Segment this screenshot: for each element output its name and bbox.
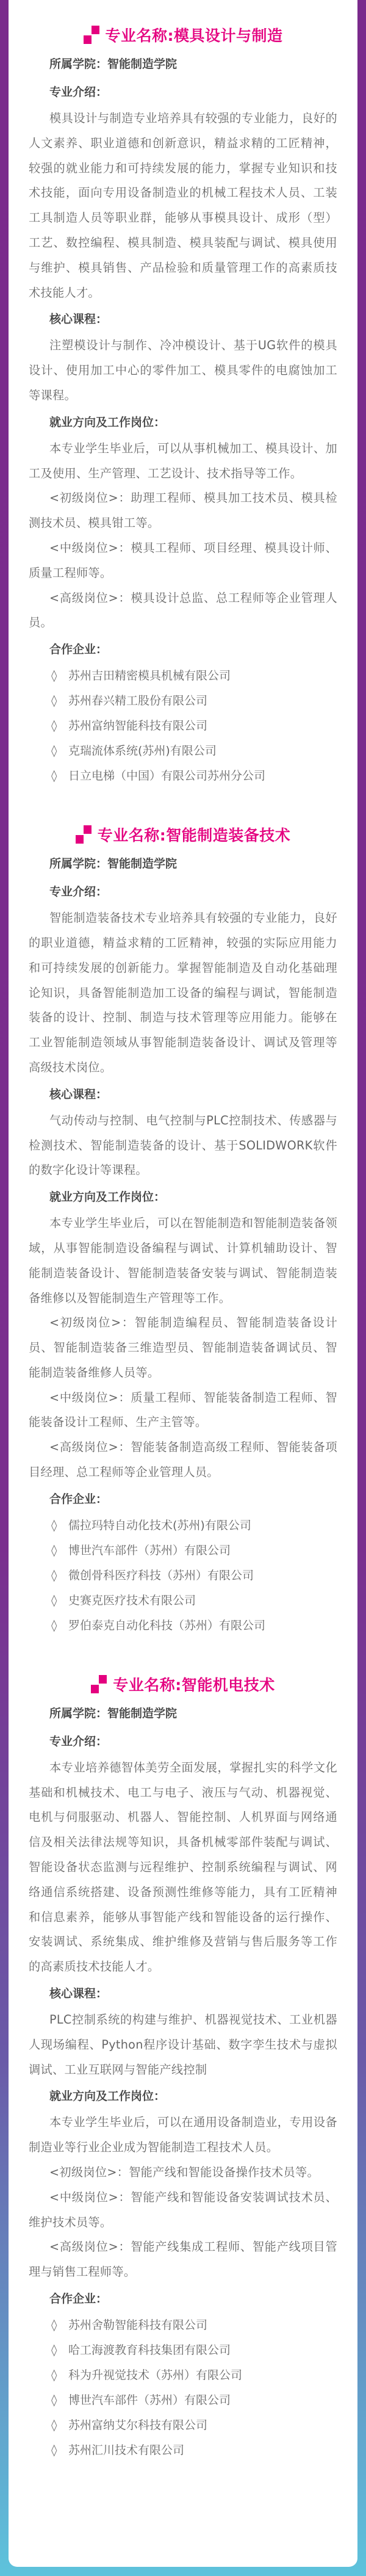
major-title — [29, 820, 337, 848]
job-paragraph: <高级岗位>：智能装备制造高级工程师、智能装备项目经理、总工程师等企业管理人员。 — [29, 1440, 337, 1480]
job-paragraph: <中级岗位>：模具工程师、项目经理、模具设计师、质量工程师等。 — [29, 540, 337, 580]
partner-list — [29, 1513, 337, 1638]
partner-name: 苏州舍勒智能科技有限公司 — [68, 2318, 208, 2332]
major-title — [29, 1670, 337, 1698]
partner-item — [51, 1513, 337, 1538]
partners-label: 合作企业： — [49, 2292, 108, 2306]
diamond-icon: ◊ — [51, 2393, 57, 2408]
partner-item — [51, 1563, 337, 1588]
diamond-icon: ◊ — [51, 2343, 57, 2357]
square-bullet-icon — [76, 825, 92, 844]
partner-item — [51, 2363, 337, 2388]
partner-name: 苏州汇川技术有限公司 — [68, 2444, 185, 2458]
diamond-icon: ◊ — [51, 1543, 57, 1557]
intro-text: 本专业培养德智体美劳全面发展，掌握扎实的科学文化基础和机械技术、电工与电子、液压与气动、机器视觉、电机与伺服驱动、机器人、智能控制、人机界面与网络通信及相关法律法规等知识，具备机械零部件装配与调试、智能设备状态监测与远程维护、控制系统编程与调试、网络通信系统搭建、设备预测性维修等能力，具有工匠精神和信息素养，能够从事智能产线和智能设备的运行操作、安装调试、系统集成、维护维修及营销与售后服务等工作的高素质技术技能人才。 — [29, 1760, 337, 1974]
partner-item — [51, 764, 337, 789]
diamond-icon: ◊ — [51, 669, 57, 683]
partner-item — [51, 689, 337, 714]
job-paragraph: 本专业学生毕业后，可以在智能制造和智能制造装备领域，从事智能制造设备编程与调试、计算机辅助设计、智能制造装备设计、智能制造装备安装与调试、智能制造装备维修以及智能制造生产管理等工作。 — [29, 1216, 337, 1305]
intro-label: 专业介绍： — [49, 85, 108, 99]
partner-item — [51, 2313, 337, 2338]
partners-label: 合作企业： — [49, 643, 108, 657]
job-paragraph: 本专业学生毕业后，可以在通用设备制造业，专用设备制造业等行业企业成为智能制造工程技术人员。 — [29, 2115, 337, 2155]
college-label: 所属学院： — [49, 1706, 108, 1720]
college-label: 所属学院： — [49, 857, 108, 871]
diamond-icon: ◊ — [51, 719, 57, 733]
college-value: 智能制造学院 — [107, 57, 178, 71]
major-title-text: 专业名称:智能机电技术 — [113, 1676, 275, 1694]
job-paragraph: <中级岗位>：智能产线和智能设备安装调试技术员、维护技术员等。 — [29, 2190, 337, 2229]
partner-name: 科为升视觉技术（苏州）有限公司 — [68, 2368, 243, 2382]
content-card — [9, 0, 357, 2567]
partner-name: 哈工海渡教育科技集团有限公司 — [68, 2343, 231, 2357]
intro-label: 专业介绍： — [49, 1734, 108, 1748]
partner-item — [51, 2388, 337, 2413]
diamond-icon: ◊ — [51, 1568, 57, 1582]
diamond-icon: ◊ — [51, 1618, 57, 1632]
courses-text: PLC控制系统的构建与维护、机器视觉技术、工业机器人现场编程、Python程序设计基础、数字孪生技术与虚拟调试、工业互联网与智能产线控制 — [29, 2013, 337, 2077]
jobs-label: 就业方向及工作岗位： — [49, 1190, 166, 1204]
diamond-icon: ◊ — [51, 1518, 57, 1532]
jobs-label: 就业方向及工作岗位： — [49, 2089, 166, 2104]
diamond-icon: ◊ — [51, 694, 57, 708]
partner-item — [51, 1613, 337, 1638]
diamond-icon: ◊ — [51, 1593, 57, 1607]
college-value: 智能制造学院 — [107, 857, 178, 871]
square-bullet-icon — [84, 26, 99, 44]
courses-label: 核心课程： — [49, 1087, 108, 1101]
partner-item — [51, 1588, 337, 1613]
major-section — [9, 1670, 357, 2463]
courses-text: 注塑模设计与制作、冷冲模设计、基于UG软件的模具设计、使用加工中心的零件加工、模具零件的电腐蚀加工等课程。 — [29, 338, 337, 402]
partner-item — [51, 2413, 337, 2438]
intro-label: 专业介绍： — [49, 885, 108, 899]
job-paragraph: <高级岗位>：智能产线集成工程师、智能产线项目管理与销售工程师等。 — [29, 2240, 337, 2279]
intro-text: 智能制造装备技术专业培养具有较强的专业能力，良好的职业道德，精益求精的工匠精神，较强的实际应用能力和可持续发展的创新能力。掌握智能制造及自动化基础理论知识，具备智能制造加工设备的编程与调试，智能制造装备的设计、控制、制造与技术管理等应用能力。能够在工业智能制造领域从事智能制造装备设计、调试及管理等高级技术岗位。 — [29, 911, 337, 1074]
diamond-icon: ◊ — [51, 2318, 57, 2332]
college-row — [29, 850, 337, 878]
partner-name: 儒拉玛特自动化技术(苏州)有限公司 — [68, 1518, 251, 1532]
job-paragraph: <高级岗位>：模具设计总监、总工程师等企业管理人员。 — [29, 590, 337, 630]
courses-label: 核心课程： — [49, 313, 108, 327]
partner-name: 罗伯泰克自动化科技（苏州）有限公司 — [68, 1618, 266, 1632]
college-row — [29, 1699, 337, 1728]
partner-name: 苏州吉田精密模具机械有限公司 — [68, 669, 231, 683]
major-title-text: 专业名称:模具设计与制造 — [105, 27, 283, 45]
job-paragraph: 本专业学生毕业后，可以从事机械加工、模具设计、加工及使用、生产管理、工艺设计、技术指导等工作。 — [29, 441, 337, 480]
partner-list — [29, 664, 337, 789]
college-row — [29, 50, 337, 78]
diamond-icon: ◊ — [51, 2368, 57, 2382]
partner-item — [51, 1538, 337, 1563]
partner-name: 微创骨科医疗科技（苏州）有限公司 — [68, 1568, 254, 1582]
partner-list — [29, 2313, 337, 2463]
partner-item — [51, 714, 337, 739]
partners-label: 合作企业： — [49, 1492, 108, 1506]
partner-name: 博世汽车部件（苏州）有限公司 — [68, 2393, 231, 2408]
partner-item — [51, 739, 337, 764]
job-paragraph: <初级岗位>：助理工程师、模具加工技术员、模具检测技术员、模具钳工等。 — [29, 491, 337, 530]
job-paragraph: <初级岗位>：智能制造编程员、智能制造装备设计员、智能制造装备三维造型员、智能制造装备调试员、智能制造装备维修人员等。 — [29, 1315, 337, 1380]
diamond-icon: ◊ — [51, 744, 57, 758]
diamond-icon: ◊ — [51, 2419, 57, 2433]
partner-name: 博世汽车部件（苏州）有限公司 — [68, 1543, 231, 1557]
partner-name: 克瑞流体系统(苏州)有限公司 — [68, 744, 217, 758]
partner-name: 苏州富纳艾尔科技有限公司 — [68, 2419, 208, 2433]
partner-item — [51, 2438, 337, 2463]
major-section — [9, 820, 357, 1638]
partner-name: 史赛克医疗技术有限公司 — [68, 1593, 196, 1607]
courses-text: 气动传动与控制、电气控制与PLC控制技术、传感器与检测技术、智能制造装备的设计、基于SOLIDWORK软件的数字化设计等课程。 — [29, 1113, 337, 1178]
square-bullet-icon — [91, 1675, 107, 1693]
partner-name: 苏州春兴精工股份有限公司 — [68, 694, 208, 708]
college-value: 智能制造学院 — [107, 1706, 178, 1720]
major-title-text: 专业名称:智能制造装备技术 — [97, 827, 291, 845]
diamond-icon: ◊ — [51, 2444, 57, 2458]
job-paragraph: <初级岗位>：智能产线和智能设备操作技术员等。 — [49, 2165, 319, 2180]
job-paragraph: <中级岗位>：质量工程师、智能装备制造工程师、智能装备设计工程师、生产主管等。 — [29, 1390, 337, 1430]
major-section — [9, 21, 357, 789]
intro-text: 模具设计与制造专业培养具有较强的专业能力，良好的人文素养、职业道德和创新意识，精益求精的工匠精神，较强的就业能力和可持续发展的能力，掌握专业知识和技术技能，面向专用设备制造业的机械工程技术人员、工装工具制造人员等职业群，能够从事模具设计、成形（型）工艺、数控编程、模具制造、模具装配与调试、模具使用与维护、模具销售、产品检验和质量管理工作的高素质技术技能人才。 — [29, 111, 337, 300]
partner-name: 苏州富纳智能科技有限公司 — [68, 719, 208, 733]
partner-item — [51, 2338, 337, 2363]
jobs-label: 就业方向及工作岗位： — [49, 415, 166, 429]
major-title — [29, 21, 337, 49]
partner-name: 日立电梯（中国）有限公司苏州分公司 — [68, 769, 266, 783]
college-label: 所属学院： — [49, 57, 108, 71]
partner-item — [51, 664, 337, 689]
courses-label: 核心课程： — [49, 1987, 108, 2001]
diamond-icon: ◊ — [51, 769, 57, 783]
